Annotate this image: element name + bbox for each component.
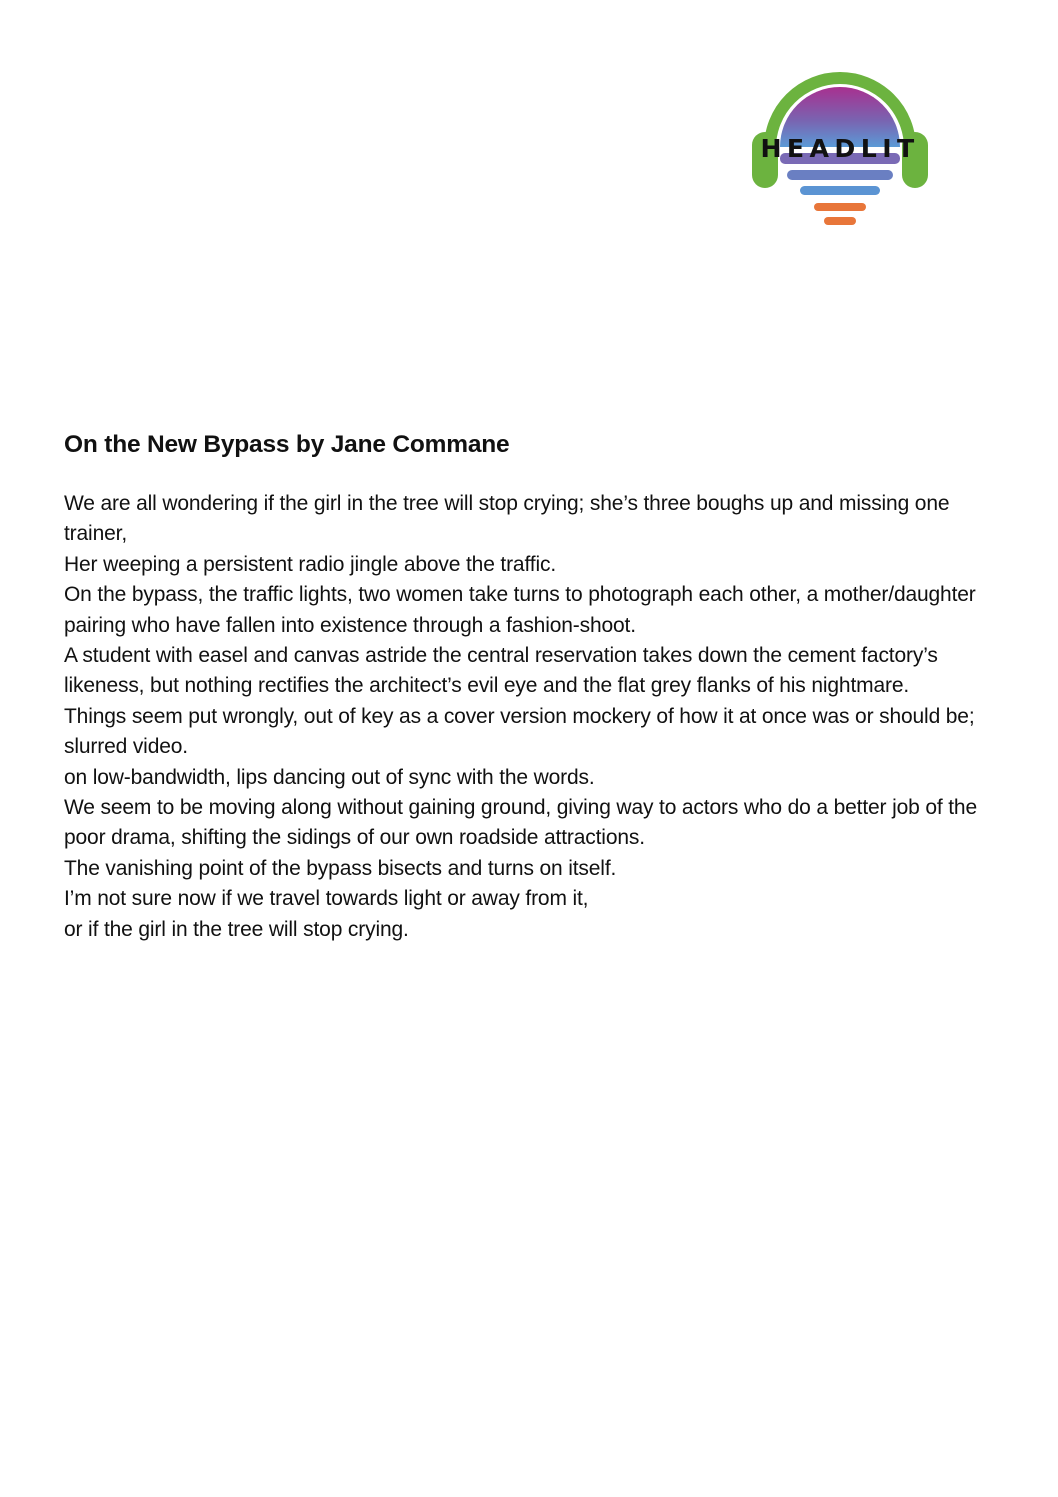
headlit-wordmark [750, 62, 930, 234]
poem-line: On the bypass, the traffic lights, two women take turns to photograph each other, a mother/daughter pairing who have fallen into existence through a fashion-shoot. [64, 583, 976, 637]
headlit-wordmark-text: HEADLIT [760, 134, 920, 163]
headlit-logo [690, 62, 990, 302]
poem-line: We are all wondering if the girl in the tree will stop crying; she’s three boughs up and missing one trainer, [64, 492, 950, 546]
poem-body [64, 489, 999, 945]
poem-line: on low-bandwidth, lips dancing out of sync with the words. [64, 765, 595, 789]
poem-line: A student with easel and canvas astride the central reservation takes down the cement factory’s likeness, but nothing rectifies the architect’s evil eye and the flat grey flanks of his nightmare. [64, 644, 938, 698]
poem-line: We seem to be moving along without gaining ground, giving way to actors who do a better job of the poor drama, shifting the sidings of our own roadside attractions. [64, 796, 977, 850]
poem-line: or if the girl in the tree will stop crying. [64, 917, 409, 941]
poem-line: The vanishing point of the bypass bisects and turns on itself. [64, 856, 617, 880]
poem-line: Her weeping a persistent radio jingle above the traffic. [64, 552, 557, 576]
poem-line: Things seem put wrongly, out of key as a cover version mockery of how it at once was or should be; slurred video. [64, 704, 975, 759]
poem-line: I’m not sure now if we travel towards light or away from it, [64, 887, 589, 911]
poem-title: On the New Bypass by Jane Commane [64, 431, 510, 458]
